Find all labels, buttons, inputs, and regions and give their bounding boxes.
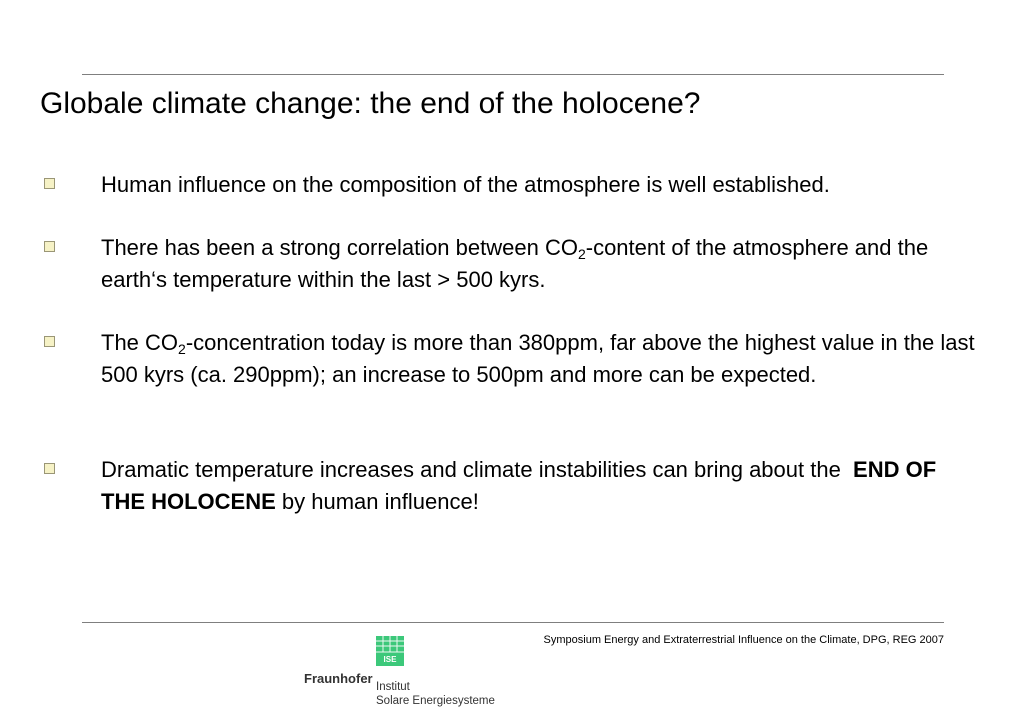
square-bullet-icon: [44, 241, 55, 252]
bullet-text-part: Human influence on the composition of the atmosphere is well established.: [101, 172, 830, 197]
ise-emblem-label: ISE: [383, 655, 397, 664]
fraunhofer-ise-logo: [304, 636, 504, 716]
bottom-divider: [82, 622, 944, 623]
ise-emblem-icon: [376, 636, 404, 666]
logo-institute-name: [376, 680, 495, 708]
emphasis-text: END OF THE HOLOCENE: [101, 457, 937, 514]
bullet-text-part: There has been a strong correlation between CO: [101, 235, 578, 260]
logo-institute-line: Solare Energiesysteme: [376, 695, 495, 707]
bullet-text: [101, 327, 981, 391]
bullet-text: [101, 454, 981, 518]
bullet-text: [101, 232, 981, 296]
bullet-text-part: by human influence!: [275, 489, 479, 514]
logo-institute-line: Institut: [376, 681, 410, 693]
footer-caption: Symposium Energy and Extraterrestrial Influence on the Climate, DPG, REG 2007: [543, 634, 944, 646]
top-divider: [82, 74, 944, 75]
subscript: 2: [178, 341, 186, 357]
subscript: 2: [577, 246, 586, 262]
slide-title: Globale climate change: the end of the holocene?: [40, 87, 701, 120]
square-bullet-icon: [44, 463, 55, 474]
logo-brand-name: Fraunhofer: [304, 671, 373, 686]
bullet-text: [101, 169, 981, 201]
bullet-text-part: -content of the atmosphere and the earth‘s temperature within the last > 500 kyrs.: [101, 235, 929, 292]
bullet-text-part: Dramatic temperature increases and climate instabilities can bring about the: [101, 457, 854, 482]
bullet-text-part: -concentration today is more than 380ppm, far above the highest value in the last 500 kyrs (ca. 290ppm); an increase to 500pm and more can be expected.: [101, 330, 975, 387]
square-bullet-icon: [44, 178, 55, 189]
bullet-text-part: The CO: [101, 330, 179, 355]
square-bullet-icon: [44, 336, 55, 347]
